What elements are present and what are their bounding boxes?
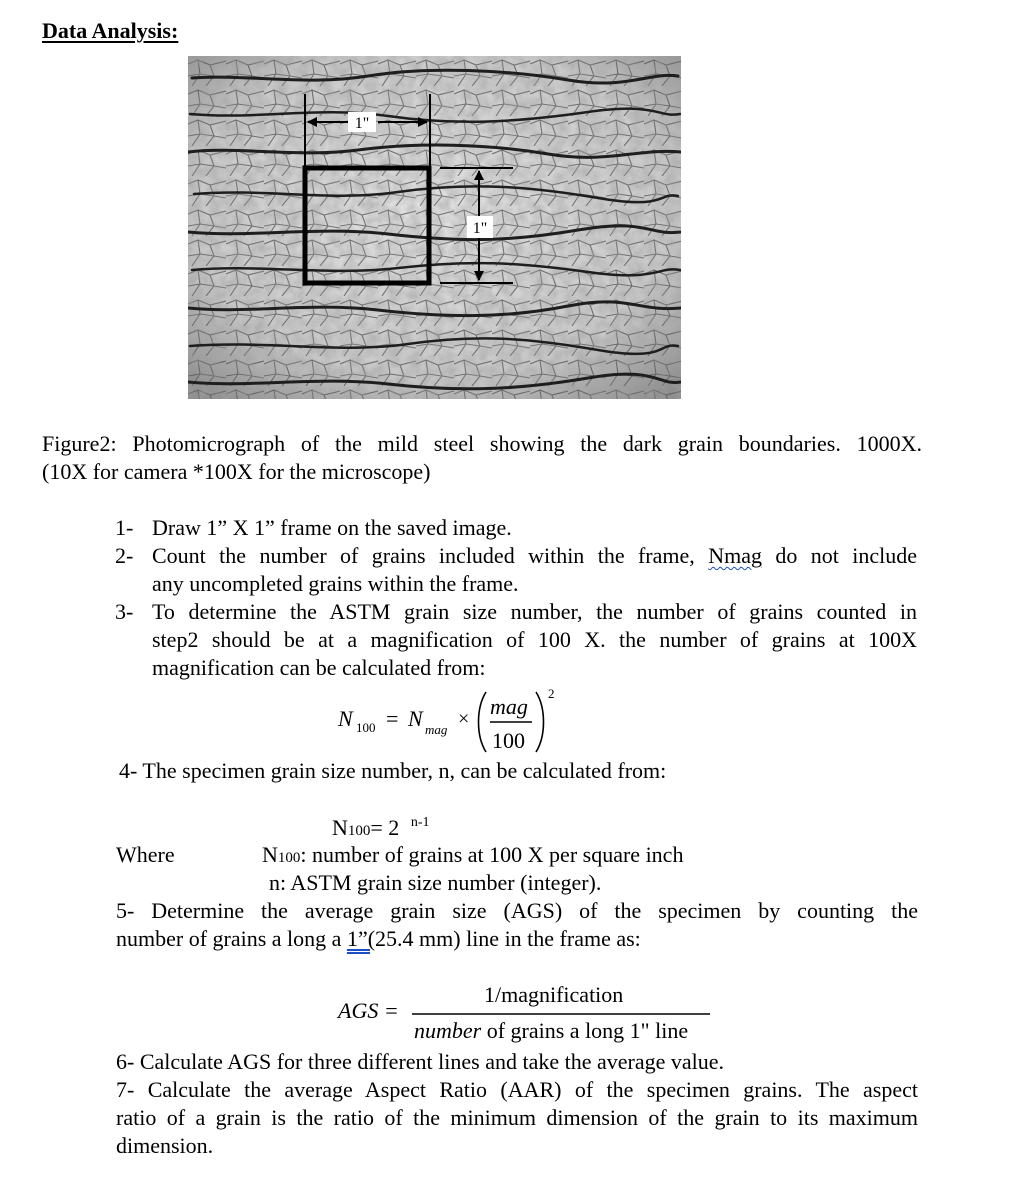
step-7-row-2: ratio of a grain is the ratio of the minimum dimension of the grain to its maximum xyxy=(116,1105,918,1130)
step-2 xyxy=(115,542,917,598)
definition-n: n: ASTM grain size number (integer). xyxy=(269,870,602,895)
caption-line-1: Figure2: Photomicrograph of the mild steel showing the dark grain boundaries. 1000X. xyxy=(42,431,922,456)
step-2-row-1: Count the number of grains included within the frame, Nmag do not include xyxy=(152,543,918,568)
step-5-row-2: number of grains a long a 1”(25.4 mm) line in the frame as: xyxy=(116,926,641,951)
definition-n100: N100: number of grains at 100 X per square inch xyxy=(262,842,684,867)
ags-lhs: AGS = xyxy=(338,998,399,1023)
ags-denominator: number of grains a long 1" line xyxy=(414,1018,689,1043)
section-heading: Data Analysis: xyxy=(42,18,179,43)
step-5 xyxy=(116,897,918,953)
step-7 xyxy=(116,1076,918,1160)
formula-ags xyxy=(338,980,718,1046)
caption-line-2: (10X for camera *100X for the microscope) xyxy=(42,459,431,484)
step-3 xyxy=(115,598,917,682)
photomicrograph-image xyxy=(188,56,681,399)
step-6: 6- Calculate AGS for three different lines and take the average value. xyxy=(116,1049,725,1074)
step-1-text: Draw 1” X 1” frame on the saved image. xyxy=(152,515,512,540)
step-1-number: 1- xyxy=(115,515,134,540)
step-5-row-1: 5- Determine the average grain size (AGS) of the specimen by counting the xyxy=(116,898,918,923)
step-3-row-2: step2 should be at a magnification of 100 X. the number of grains at 100X xyxy=(152,627,917,652)
fraction-denominator: 100 xyxy=(492,728,525,753)
step-4: 4- The specimen grain size number, n, can be calculated from: xyxy=(119,758,667,783)
fraction-numerator: mag xyxy=(490,694,528,719)
formula-grain-size-number: N100= 2 $^{n-1}$ xyxy=(332,815,430,840)
step-3-number: 3- xyxy=(115,599,134,624)
step-7-row-3: dimension. xyxy=(116,1133,214,1158)
ags-numerator: 1/magnification xyxy=(484,982,624,1007)
step-2-row-2: any uncompleted grains within the frame. xyxy=(152,571,519,596)
ags-fraction-bar xyxy=(412,1012,712,1016)
step-2-number: 2- xyxy=(115,543,134,568)
step-3-row-3: magnification can be calculated from: xyxy=(152,655,486,680)
vertical-dimension-label: 1" xyxy=(472,220,488,237)
step-1 xyxy=(115,514,917,542)
formula-n100: N 100 = N mag × mag 100 2 xyxy=(338,686,555,753)
exponent: 2 xyxy=(548,686,555,701)
step-7-row-1: 7- Calculate the average Aspect Ratio (AAR) of the specimen grains. The aspect xyxy=(116,1077,918,1102)
where-label: Where xyxy=(116,842,175,867)
nmag-term: Nmag xyxy=(708,543,762,568)
horizontal-dimension-label: 1" xyxy=(354,115,370,132)
step-3-row-1: To determine the ASTM grain size number, the number of grains counted in xyxy=(152,599,917,624)
one-inch-term: 1”( xyxy=(346,926,376,951)
figure-caption xyxy=(42,430,922,486)
